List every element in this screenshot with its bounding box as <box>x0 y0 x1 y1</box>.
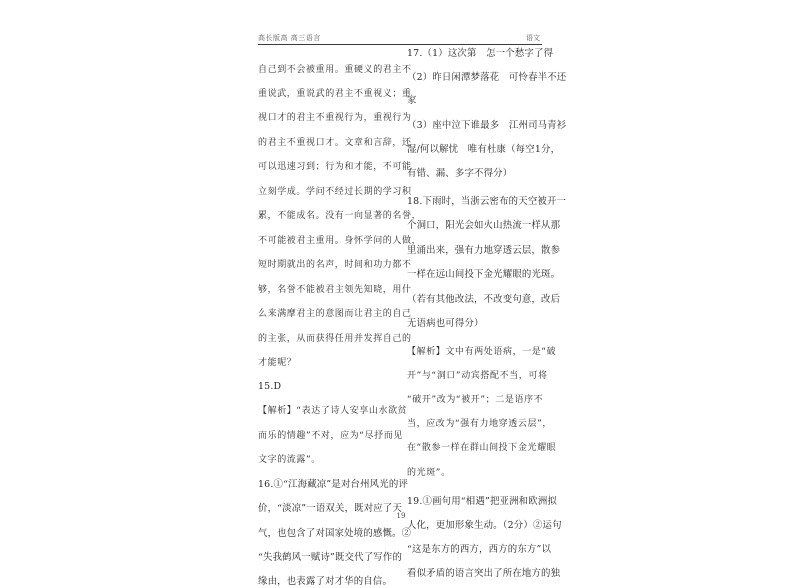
right-text-line-12: 无语病也可得分） <box>407 318 484 329</box>
right-text-line-19: 19.①画句用“相遇”把亚洲和欧洲拟 <box>407 496 557 507</box>
right-text-line-13: 【解析】文中有两处语病，一是“破 <box>407 347 557 357</box>
right-text-line-16: 当，应改为“强有力地穿透云层”， <box>407 419 552 429</box>
right-text-line-14: 开”与“洞口”动宾搭配不当，可将 <box>407 371 548 381</box>
right-text-line-5: 湿/何以解忧 唯有杜康（每空1分， <box>407 144 561 155</box>
left-text-line-14: 15.D <box>258 381 282 392</box>
right-text-line-21: “这是东方的西方，西方的东方”以 <box>407 544 552 555</box>
left-text-line-19: 价，“淡凉”一语双关，既对应了天 <box>258 503 403 514</box>
right-text-line-6: 有错、漏、多字不得分） <box>407 168 513 179</box>
right-text-line-20: 人化，更加形象生动。（2分）②运句 <box>407 520 562 531</box>
left-text-line-15: 【解析】“表达了诗人安享山水欲贫 <box>258 406 408 416</box>
left-text-line-6: 立刻学成。学问不经过长期的学习积 <box>258 187 412 197</box>
right-text-line-2: （2）昨日闲潭梦落花 可怜春半不还 <box>407 72 567 83</box>
right-text-line-18: 的光斑”。 <box>407 468 451 478</box>
left-text-line-11: 么来满摩君主的意图而让君主的自己 <box>258 309 412 319</box>
left-text-line-4: 的君主不重视口才。文章和言辞，还 <box>258 138 412 148</box>
left-text-line-7: 累，不能成名。没有一向显著的名誉， <box>258 211 422 221</box>
left-text-line-13: 才能呢？ <box>258 358 297 368</box>
left-text-line-12: 的主张，从而获得任用并发挥自己的 <box>258 334 412 344</box>
left-text-line-22: 缘由，也表露了对才华的自信。 <box>258 576 393 587</box>
left-text-line-18: 16.①“江海藏凉”是对台州风光的评 <box>258 479 408 490</box>
right-text-line-1: 17.（1）这次第 怎一个愁字了得 <box>407 48 554 59</box>
header-subject: 语文 <box>526 34 540 42</box>
left-text-line-17: 文字的流露”。 <box>258 455 321 465</box>
left-text-line-8: 不可能被君主重用。身怀学问的人做， <box>258 236 422 246</box>
left-text-line-20: 气，也包含了对国家处境的感慨。② <box>258 528 412 539</box>
left-text-line-3: 视口才的君主不重视行为，重视行为 <box>258 113 412 123</box>
right-text-line-4: （3）座中泣下谁最多 江州司马青衫 <box>407 120 567 131</box>
page-header <box>258 32 542 45</box>
right-text-line-9: 里涌出来，强有力地穿透云层，散参 <box>407 245 561 256</box>
left-text-line-5: 可以迅速习到；行为和才能，不可能 <box>258 162 412 172</box>
right-text-line-10: 一样在远山间投下金光耀眼的光斑。 <box>407 269 561 280</box>
header-left-title: 高长版高 高三语言 <box>258 34 321 42</box>
left-text-line-21: “失我鹤风一赋诗”既交代了写作的 <box>258 552 403 563</box>
right-text-line-22: 看似矛盾的语言突出了所在地方的独 <box>407 568 561 579</box>
left-text-line-16: 而乐的情趣”不对，应为“尽抒而见 <box>258 431 403 441</box>
right-text-line-11: （若有其他改法，不改变句意，改后 <box>407 294 561 305</box>
right-text-line-7: 18.下雨时，当浙云密布的天空被开一 <box>407 196 567 207</box>
page-number: 19 <box>396 512 406 520</box>
right-text-line-15: “破开”改为“被开”；二是语序不 <box>407 395 544 405</box>
right-text-line-8: 个洞口，阳光会如火山热流一样从那 <box>407 220 561 231</box>
left-text-line-2: 重说武，重说武的君主不重视义；重 <box>258 89 412 99</box>
right-text-line-3: 家 <box>407 95 417 106</box>
left-text-line-10: 够，名誉不能被君主领先知晓，用什 <box>258 285 412 295</box>
left-text-line-9: 短时期就出的名声，时间和功力都不 <box>258 260 412 270</box>
right-text-line-17: 在“散参一样在群山间投下金光耀眼 <box>407 443 557 453</box>
left-text-line-1: 自己到不会被重用。重硬义的君主不 <box>258 65 412 75</box>
